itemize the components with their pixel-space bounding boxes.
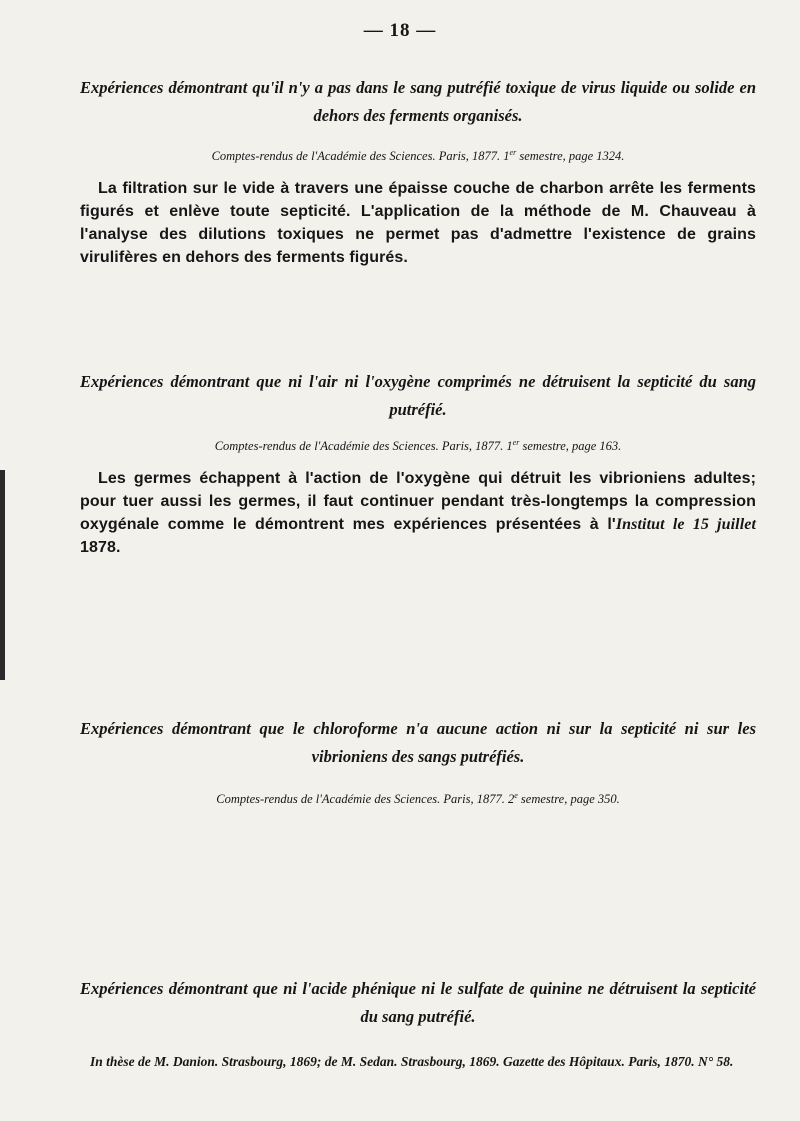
section-4	[80, 975, 756, 1031]
reference-superscript: e	[514, 791, 518, 800]
reference-text-end: semestre, page 163.	[519, 439, 622, 454]
section-title: Expériences démontrant que ni l'acide phénique ni le sulfate de quinine ne détruisent la septicité du sang putréfié.	[80, 979, 756, 1026]
section-reference	[80, 434, 756, 455]
body-text-end: 1878.	[80, 539, 121, 557]
reference-text-end: semestre, page 1324.	[516, 149, 625, 164]
body-italic: Institut le 15 juillet	[615, 516, 756, 534]
section-title: Expériences démontrant que le chloroforme n'a aucune action ni sur la septicité ni sur les vibrioniens des sangs putréfiés.	[80, 719, 756, 766]
section-title: Expériences démontrant qu'il n'y a pas dans le sang putréfié toxique de virus liquide ou solide en dehors des ferments organisés.	[80, 78, 756, 125]
reference-superscript: er	[512, 438, 520, 447]
reference-text: Comptes-rendus de l'Académie des Sciences. Paris, 1877. 1	[214, 439, 513, 454]
reference-text-end: semestre, page 350.	[517, 792, 620, 807]
reference-text: Comptes-rendus de l'Académie des Sciences. Paris, 1877. 2	[216, 792, 515, 807]
page-number: — 18 —	[363, 20, 437, 41]
reference-superscript: er	[509, 148, 517, 157]
section-3	[80, 715, 756, 808]
section-reference	[80, 144, 756, 165]
section-1	[80, 74, 756, 269]
section-body	[80, 467, 756, 559]
body-text: Les germes échappent à l'action de l'oxygène qui détruit les vibrioniens adultes; pour tuer aussi les germes, il faut continuer pendant très-longtemps la compression oxygénale comme le démontrent mes expériences présentées à l'	[80, 470, 756, 534]
page-edge-shadow	[0, 470, 5, 680]
section-reference: In thèse de M. Danion. Strasbourg, 1869; de M. Sedan. Strasbourg, 1869. Gazette des Hôpitaux. Paris, 1870. N° 58.	[90, 1054, 734, 1069]
section-2	[80, 368, 756, 559]
section-body: La filtration sur le vide à travers une épaisse couche de charbon arrête les ferments figurés et enlève toute septicité. L'application de la méthode de M. Chauveau à l'analyse des dilutions toxiques ne permet pas d'admettre l'existence de grains virulifères en dehors des ferments figurés.	[80, 180, 756, 267]
section-reference	[80, 787, 756, 808]
reference-text: Comptes-rendus de l'Académie des Sciences. Paris, 1877. 1	[211, 149, 510, 164]
section-title: Expériences démontrant que ni l'air ni l'oxygène comprimés ne détruisent la septicité du sang putréfié.	[80, 372, 756, 419]
